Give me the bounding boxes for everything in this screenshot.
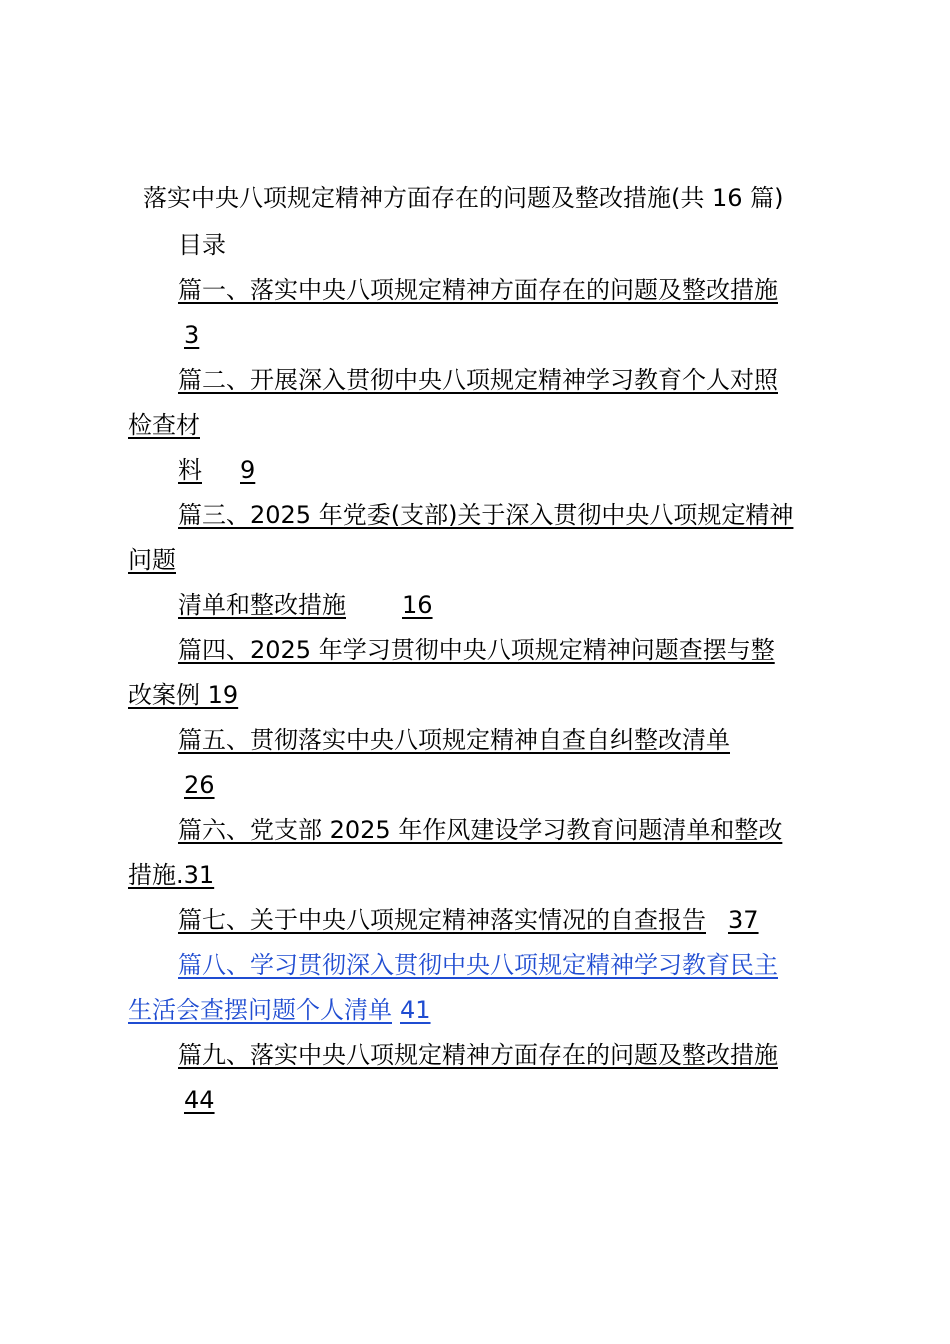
toc-entry-2-line-3[interactable] [178, 455, 255, 485]
document-title: 落实中央八项规定精神方面存在的问题及整改措施(共 16 篇) [143, 184, 784, 212]
toc-entry-3-line-3[interactable] [178, 590, 433, 620]
toc-entry-9-line-1[interactable]: 篇九、落实中央八项规定精神方面存在的问题及整改措施 [178, 1041, 778, 1069]
toc-entry-8-line-2[interactable] [128, 995, 431, 1025]
toc-entry-4-line-1[interactable]: 篇四、2025 年学习贯彻中央八项规定精神问题查摆与整 [178, 636, 775, 664]
toc-entry-3-line-2[interactable]: 问题 [128, 546, 176, 574]
toc-entry-5-line-1[interactable]: 篇五、贯彻落实中央八项规定精神自查自纠整改清单 [178, 726, 730, 754]
toc-entry-7-page-number: 37 [728, 906, 759, 934]
toc-entry-6-line-1[interactable]: 篇六、党支部 2025 年作风建设学习教育问题清单和整改 [178, 816, 783, 844]
toc-entry-3-page-number: 16 [402, 591, 433, 619]
toc-entry-8-line-1[interactable]: 篇八、学习贯彻深入贯彻中央八项规定精神学习教育民主 [178, 951, 778, 979]
toc-entry-2-line-1[interactable]: 篇二、开展深入贯彻中央八项规定精神学习教育个人对照 [178, 366, 778, 394]
toc-entry-9-page-number: 44 [184, 1086, 215, 1114]
toc-entry-2-page-number: 9 [240, 456, 256, 484]
toc-entry-3-line-1[interactable]: 篇三、2025 年党委(支部)关于深入贯彻中央八项规定精神 [178, 501, 794, 529]
toc-entry-7-text: 篇七、关于中央八项规定精神落实情况的自查报告 [178, 906, 706, 934]
toc-entry-8-text-2: 生活会查摆问题个人清单 [128, 996, 392, 1024]
toc-entry-5-page[interactable] [128, 770, 215, 800]
toc-entry-2-line-2[interactable]: 检查材 [128, 411, 200, 439]
toc-heading: 目录 [178, 231, 226, 259]
toc-entry-5-page-number: 26 [184, 771, 215, 799]
toc-entry-1-page-number: 3 [184, 321, 200, 349]
toc-entry-1-line-1[interactable]: 篇一、落实中央八项规定精神方面存在的问题及整改措施 [178, 276, 778, 304]
toc-entry-9-page[interactable] [128, 1085, 215, 1115]
toc-entry-8-page-number: 41 [400, 996, 431, 1024]
toc-entry-7-line-1[interactable] [178, 905, 759, 935]
toc-entry-3-text-3: 清单和整改措施 [178, 591, 346, 619]
toc-entry-1-page[interactable] [128, 320, 199, 350]
toc-entry-4-line-2[interactable]: 改案例 19 [128, 681, 239, 709]
toc-entry-6-line-2[interactable]: 措施.31 [128, 861, 215, 889]
toc-entry-2-text-3: 料 [178, 456, 202, 484]
